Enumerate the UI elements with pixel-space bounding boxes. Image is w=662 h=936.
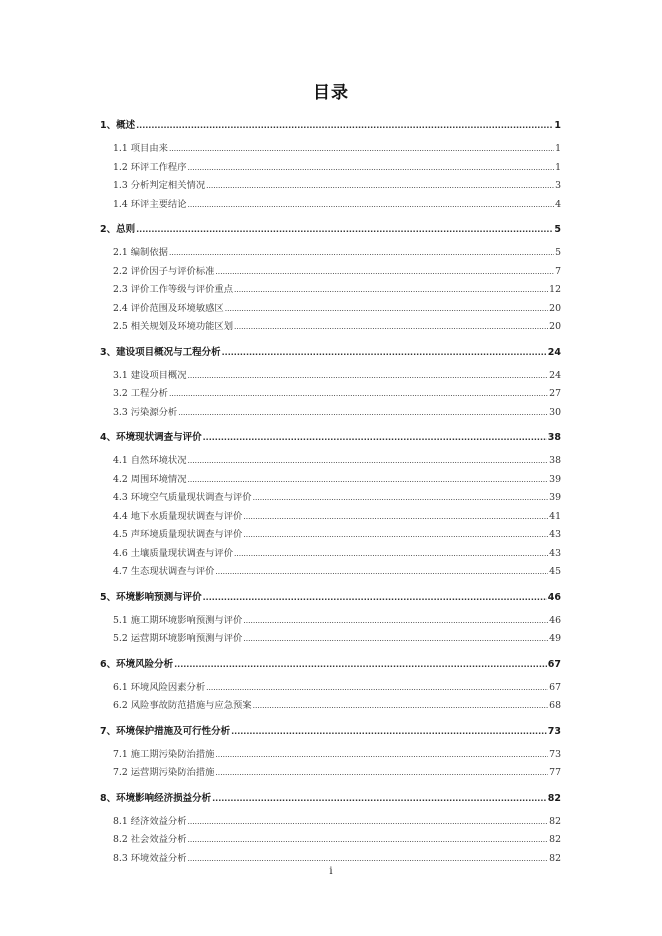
toc-page-number: 3 xyxy=(555,180,561,191)
toc-chapter-3[interactable] xyxy=(100,344,561,364)
dot-leader xyxy=(234,549,548,558)
toc-section-label: 4.5 声环境质量现状调查与评价 xyxy=(113,529,243,540)
toc-section-8-2[interactable] xyxy=(100,831,561,850)
dot-leader xyxy=(169,389,548,398)
dot-leader xyxy=(215,567,548,576)
toc-page-number: 82 xyxy=(549,852,561,864)
dot-leader xyxy=(231,727,547,736)
toc-section-5-1[interactable] xyxy=(100,612,561,631)
dot-leader xyxy=(215,750,548,759)
toc-section-4-5[interactable] xyxy=(100,526,561,545)
toc-page-number: 12 xyxy=(549,284,561,295)
dot-leader xyxy=(188,163,555,172)
toc-page-number: 82 xyxy=(547,792,561,804)
toc-section-2-1[interactable] xyxy=(100,244,561,263)
dot-leader xyxy=(203,433,547,442)
toc-chapter-label: 3、建设项目概况与工程分析 xyxy=(100,346,221,358)
toc-page-number: 24 xyxy=(549,369,561,381)
toc-page-number: 39 xyxy=(549,473,561,485)
toc-page-number: 39 xyxy=(549,492,561,503)
toc-section-1-3[interactable] xyxy=(100,177,561,196)
toc-page-number: 49 xyxy=(549,633,561,644)
toc-page-number: 24 xyxy=(547,346,561,358)
dot-leader xyxy=(243,634,548,643)
dot-leader xyxy=(188,200,555,209)
toc-chapter-label: 5、环境影响预测与评价 xyxy=(100,591,202,603)
toc-section-label: 7.2 运营期污染防治措施 xyxy=(113,767,215,778)
toc-chapter-4[interactable] xyxy=(100,429,561,449)
toc-section-label: 2.1 编制依据 xyxy=(113,247,168,258)
toc-section-6-1[interactable] xyxy=(100,679,561,698)
toc-page-number: 1 xyxy=(554,120,561,131)
dot-leader xyxy=(243,512,548,521)
toc-section-2-3[interactable] xyxy=(100,281,561,300)
toc-page-number: 43 xyxy=(549,547,561,559)
toc-section-label: 4.1 自然环境状况 xyxy=(113,455,187,466)
dot-leader xyxy=(253,493,549,502)
toc-section-3-2[interactable] xyxy=(100,385,561,404)
toc-page-number: 43 xyxy=(549,529,561,540)
toc-page-number: 5 xyxy=(554,224,561,235)
toc-section-label: 3.3 污染源分析 xyxy=(113,406,178,418)
toc-page-number: 73 xyxy=(549,748,561,760)
toc-chapter-label: 4、环境现状调查与评价 xyxy=(100,432,202,443)
toc-section-4-2[interactable] xyxy=(100,471,561,490)
toc-section-4-6[interactable] xyxy=(100,545,561,564)
toc-chapter-label: 8、环境影响经济损益分析 xyxy=(100,792,212,804)
toc-chapter-label: 1、概述 xyxy=(100,120,136,131)
toc-chapter-label: 7、环境保护措施及可行性分析 xyxy=(100,725,231,737)
toc-page-number: 38 xyxy=(547,432,561,443)
toc-chapter-label: 6、环境风险分析 xyxy=(100,658,174,670)
toc-section-8-1[interactable] xyxy=(100,813,561,832)
toc-section-4-7[interactable] xyxy=(100,563,561,582)
toc-page-number: 82 xyxy=(549,834,561,845)
dot-leader xyxy=(188,456,549,465)
toc-section-label: 2.3 评价工作等级与评价重点 xyxy=(113,284,234,295)
toc-chapter-6[interactable] xyxy=(100,656,561,676)
toc-page-number: 46 xyxy=(547,591,561,603)
toc-section-4-3[interactable] xyxy=(100,489,561,508)
toc-section-7-2[interactable] xyxy=(100,764,561,783)
dot-leader xyxy=(169,248,554,257)
toc-section-label: 6.1 环境风险因素分析 xyxy=(113,681,206,693)
dot-leader xyxy=(203,593,547,602)
toc-section-4-4[interactable] xyxy=(100,508,561,527)
toc-page-number: 77 xyxy=(549,767,561,778)
dot-leader xyxy=(234,322,548,331)
toc-page-number: 45 xyxy=(549,566,561,577)
toc-section-label: 4.7 生态现状调查与评价 xyxy=(113,566,215,577)
toc-page-number: 67 xyxy=(549,681,561,693)
toc-section-1-1[interactable] xyxy=(100,140,561,159)
toc-chapter-8[interactable] xyxy=(100,790,561,810)
toc-chapter-7[interactable] xyxy=(100,723,561,743)
toc-section-5-2[interactable] xyxy=(100,630,561,649)
toc-page-number: 41 xyxy=(549,510,561,522)
dot-leader xyxy=(136,225,553,234)
toc-section-label: 4.2 周围环境情况 xyxy=(113,473,187,485)
toc-section-label: 8.3 环境效益分析 xyxy=(113,852,187,864)
toc-chapter-5[interactable] xyxy=(100,589,561,609)
dot-leader xyxy=(188,371,549,380)
toc-section-label: 8.1 经济效益分析 xyxy=(113,815,187,827)
toc-section-2-5[interactable] xyxy=(100,318,561,337)
toc-page-number: 1 xyxy=(555,143,561,154)
toc-section-label: 2.4 评价范围及环境敏感区 xyxy=(113,302,224,314)
dot-leader xyxy=(243,530,548,539)
toc-chapter-2[interactable] xyxy=(100,221,561,241)
dot-leader xyxy=(225,304,548,313)
toc-section-6-2[interactable] xyxy=(100,697,561,716)
toc-section-label: 5.2 运营期环境影响预测与评价 xyxy=(113,633,243,644)
toc-section-4-1[interactable] xyxy=(100,452,561,471)
toc-section-3-1[interactable] xyxy=(100,367,561,386)
toc-section-label: 3.1 建设项目概况 xyxy=(113,369,187,381)
toc-page-number: 4 xyxy=(555,198,561,210)
toc-section-label: 5.1 施工期环境影响预测与评价 xyxy=(113,614,243,626)
dot-leader xyxy=(188,817,549,826)
dot-leader xyxy=(243,616,548,625)
toc-page-number: 68 xyxy=(549,700,561,711)
toc-section-label: 1.3 分析判定相关情况 xyxy=(113,180,206,191)
toc-chapter-label: 2、总则 xyxy=(100,224,136,235)
dot-leader xyxy=(178,408,548,417)
toc-section-3-3[interactable] xyxy=(100,404,561,423)
dot-leader xyxy=(215,267,554,276)
toc-page-number: 73 xyxy=(547,725,561,737)
page-title: 目录 xyxy=(313,83,349,103)
dot-leader xyxy=(206,181,554,190)
toc-section-label: 1.4 环评主要结论 xyxy=(113,198,187,210)
toc-page-number: 7 xyxy=(555,265,561,277)
toc-section-7-1[interactable] xyxy=(100,746,561,765)
dot-leader xyxy=(169,144,554,153)
dot-leader xyxy=(234,285,548,294)
toc-page-number: 38 xyxy=(549,455,561,466)
dot-leader xyxy=(212,794,547,803)
toc-section-label: 6.2 风险事故防范措施与应急预案 xyxy=(113,700,252,711)
toc-section-1-4[interactable] xyxy=(100,196,561,215)
toc-page-number: 46 xyxy=(549,614,561,626)
toc-chapter-1[interactable] xyxy=(100,117,561,137)
toc-section-label: 3.2 工程分析 xyxy=(113,388,168,399)
toc-section-label: 4.6 土壤质量现状调查与评价 xyxy=(113,547,234,559)
toc-section-label: 2.5 相关规划及环境功能区划 xyxy=(113,321,234,332)
toc-section-2-2[interactable] xyxy=(100,263,561,282)
page-footer-number: i xyxy=(329,866,333,877)
toc-page-number: 20 xyxy=(549,321,561,332)
toc-section-1-2[interactable] xyxy=(100,159,561,178)
toc-section-label: 1.1 项目由来 xyxy=(113,143,168,154)
toc-page-number: 20 xyxy=(549,302,561,314)
dot-leader xyxy=(188,475,549,484)
toc-page-number: 82 xyxy=(549,815,561,827)
toc-section-label: 4.4 地下水质量现状调查与评价 xyxy=(113,510,243,522)
table-of-contents xyxy=(100,117,561,868)
toc-section-label: 4.3 环境空气质量现状调查与评价 xyxy=(113,492,252,503)
dot-leader xyxy=(174,660,547,669)
dot-leader xyxy=(188,854,549,863)
toc-section-label: 1.2 环评工作程序 xyxy=(113,161,187,173)
toc-page-number: 67 xyxy=(547,658,561,670)
dot-leader xyxy=(136,121,553,130)
dot-leader xyxy=(215,768,548,777)
toc-section-label: 7.1 施工期污染防治措施 xyxy=(113,748,215,760)
dot-leader xyxy=(206,683,548,692)
toc-page-number: 1 xyxy=(555,161,561,173)
toc-section-label: 2.2 评价因子与评价标准 xyxy=(113,265,215,277)
toc-section-label: 8.2 社会效益分析 xyxy=(113,834,187,845)
toc-page-number: 30 xyxy=(549,406,561,418)
toc-page-number: 5 xyxy=(555,247,561,258)
dot-leader xyxy=(188,835,549,844)
toc-page-number: 27 xyxy=(549,388,561,399)
toc-section-2-4[interactable] xyxy=(100,300,561,319)
dot-leader xyxy=(222,348,547,357)
dot-leader xyxy=(253,701,549,710)
